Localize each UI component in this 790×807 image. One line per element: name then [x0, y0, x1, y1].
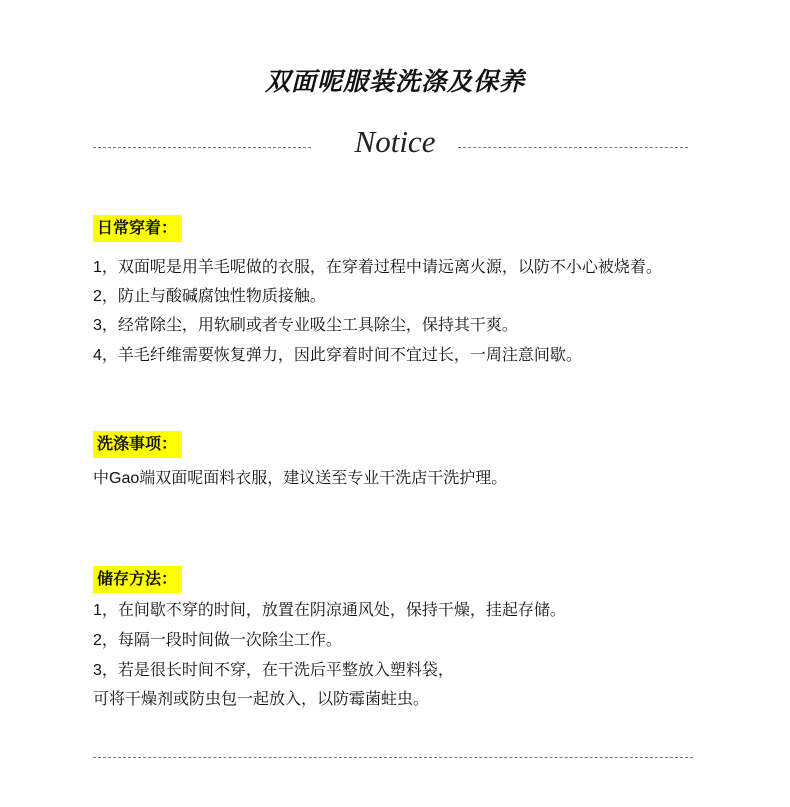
list-item: 中Gao端双面呢面料衣服，建议送至专业干洗店干洗护理。 — [93, 470, 508, 487]
list-item: 1，在间歇不穿的时间，放置在阴凉通风处，保持干燥，挂起存储。 — [93, 602, 566, 619]
list-item: 4，羊毛纤维需要恢复弹力，因此穿着时间不宜过长，一周注意间歇。 — [93, 347, 582, 364]
list-item: 3，经常除尘，用软刷或者专业吸尘工具除尘，保持其干爽。 — [93, 317, 518, 334]
divider-right — [458, 147, 688, 148]
list-item: 3，若是很长时间不穿，在干洗后平整放入塑料袋， — [93, 662, 454, 679]
list-item: 2，每隔一段时间做一次除尘工作。 — [93, 632, 342, 649]
section-label-storage: 储存方法： — [93, 566, 182, 593]
divider-bottom — [93, 757, 693, 758]
list-item: 1，双面呢是用羊毛呢做的衣服，在穿着过程中请远离火源，以防不小心被烧着。 — [93, 259, 662, 276]
page-title: 双面呢服装洗涤及保养 — [264, 68, 525, 96]
list-item: 可将干燥剂或防虫包一起放入，以防霉菌蛀虫。 — [93, 691, 430, 708]
section-label-washing: 洗涤事项： — [93, 431, 182, 458]
section-label-daily-wear: 日常穿着： — [93, 215, 182, 242]
list-item: 2，防止与酸碱腐蚀性物质接触。 — [93, 288, 326, 305]
notice-heading: Notice — [354, 124, 436, 159]
